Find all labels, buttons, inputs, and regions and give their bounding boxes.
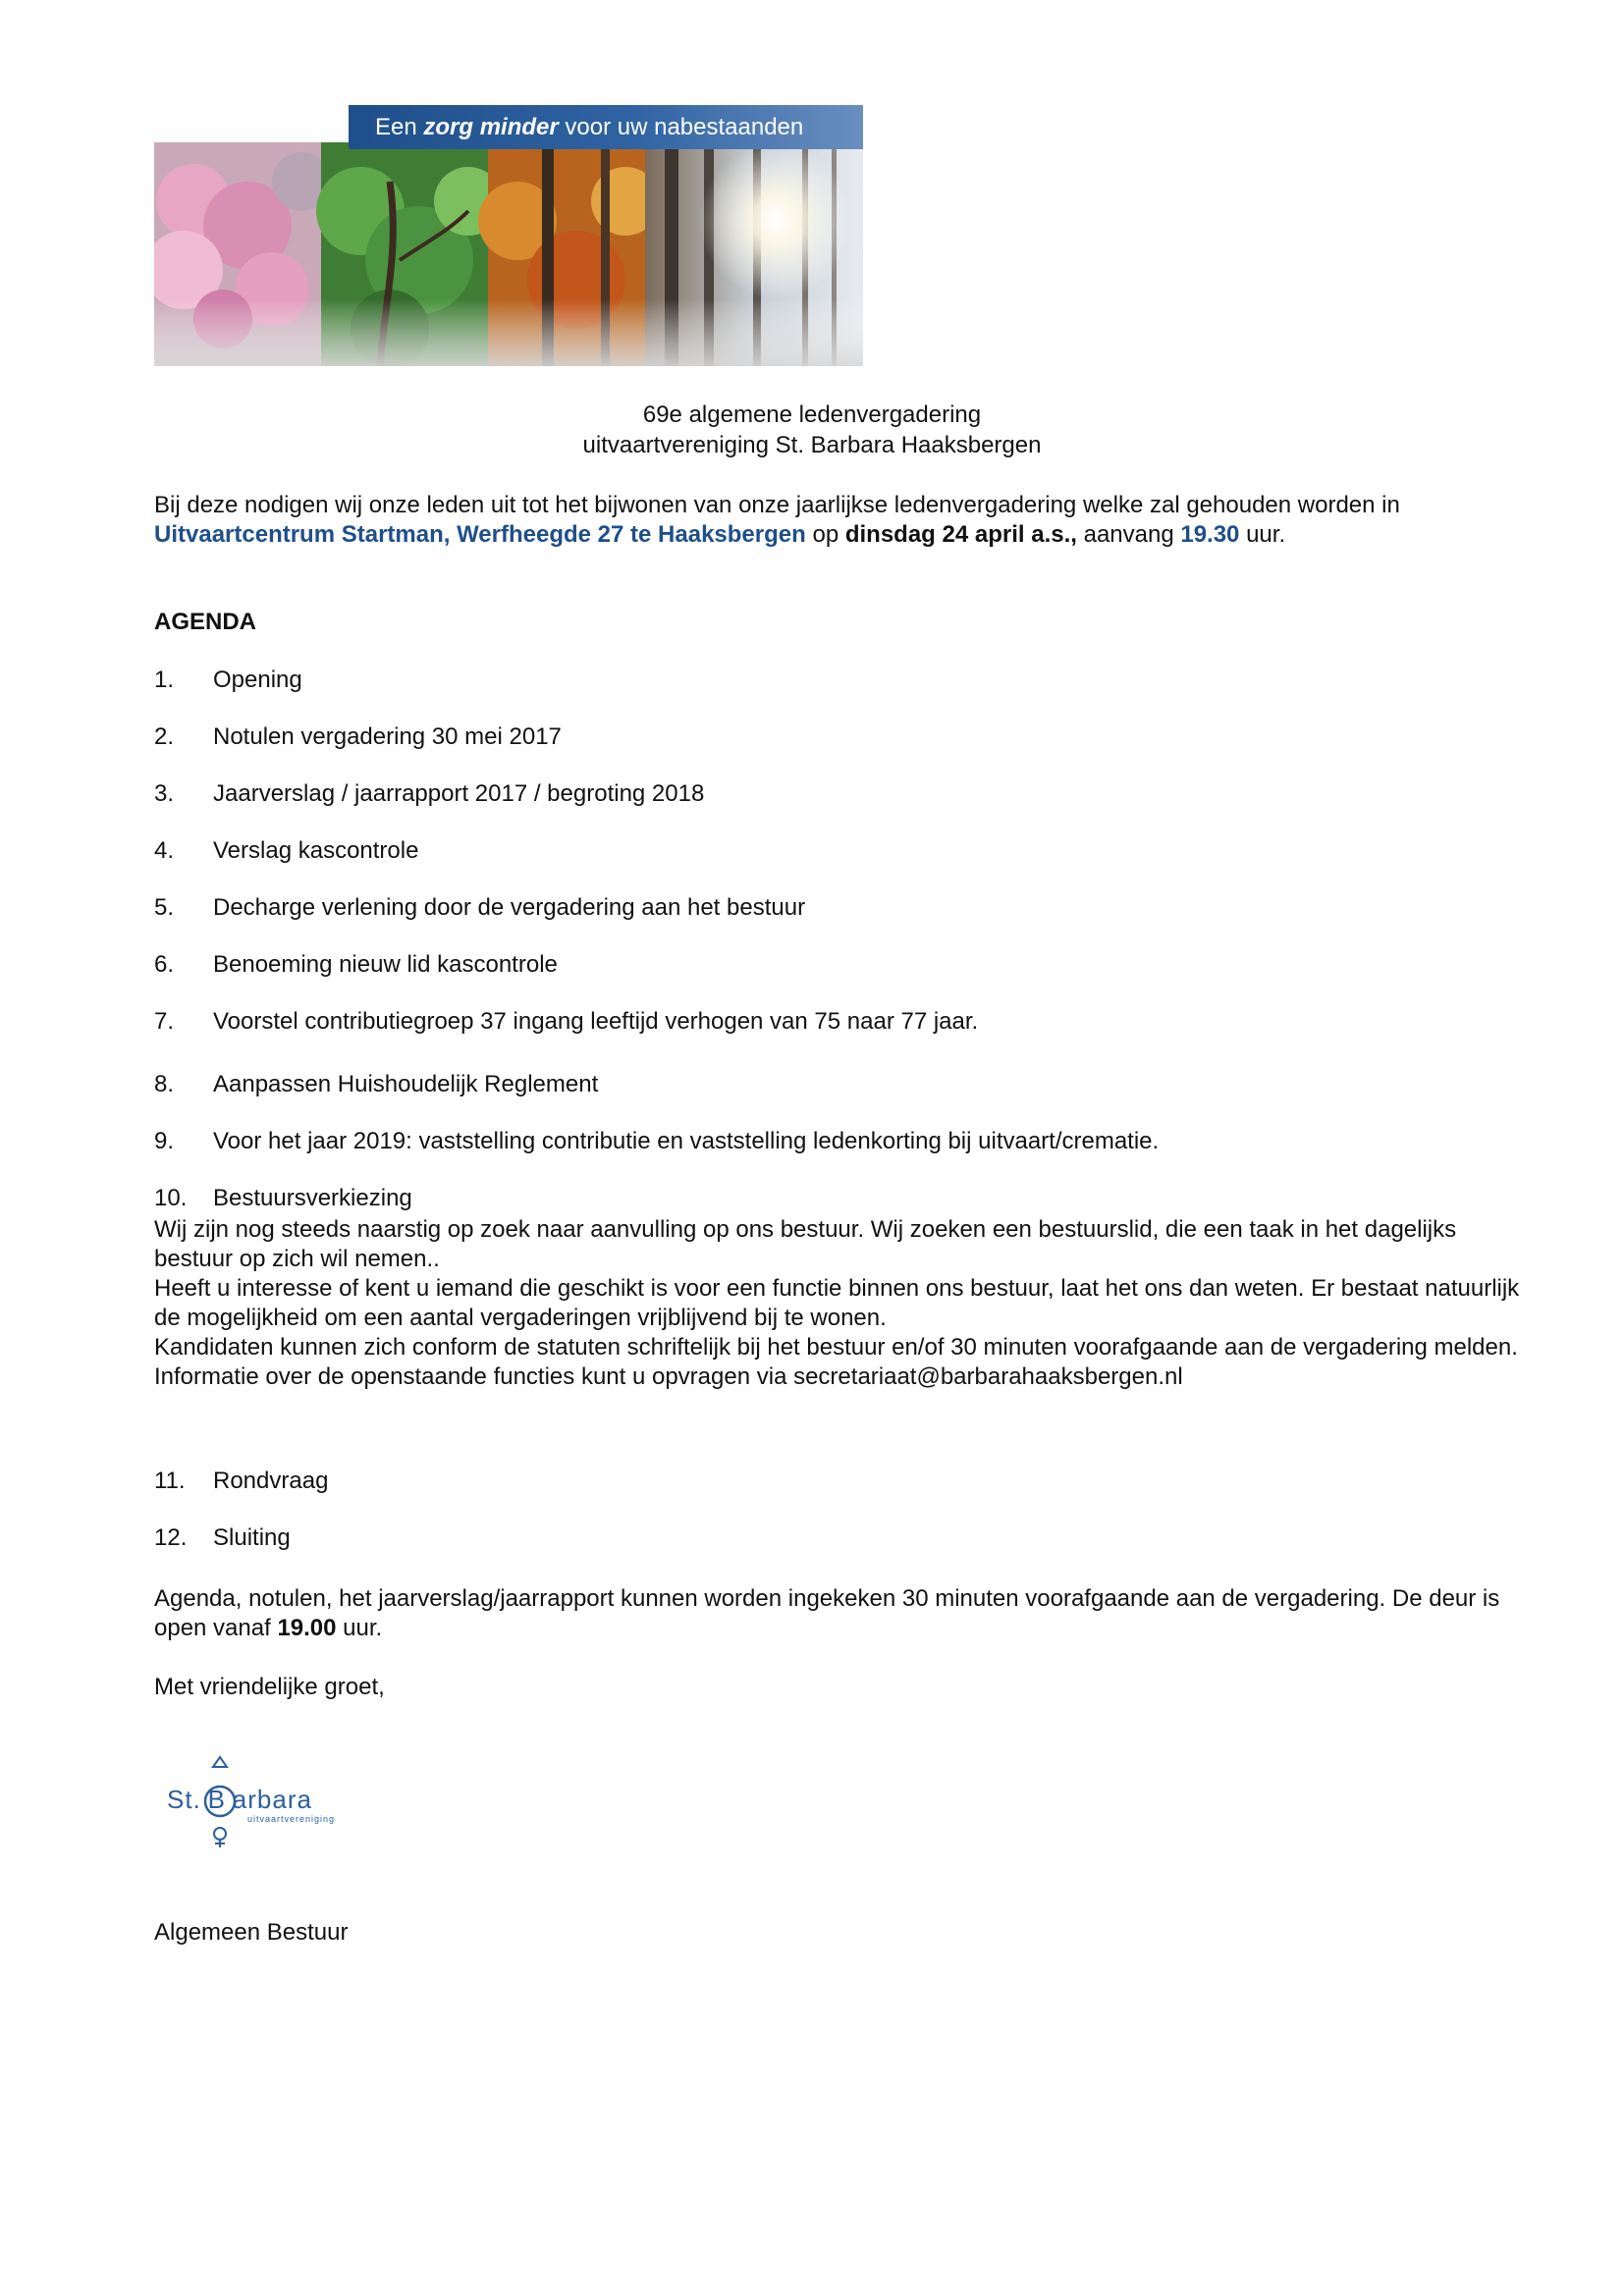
signature: Algemeen Bestuur (154, 1919, 349, 1946)
document-title: 69e algemene ledenvergadering (642, 401, 982, 428)
agenda-heading: AGENDA (154, 609, 257, 635)
banner-slogan: Een zorg minder voor uw nabestaanden (349, 105, 863, 149)
agenda-item: 2. Notulen vergadering 30 mei 2017 (154, 723, 562, 750)
note-paragraph: Kandidaten kunnen zich conform de statuten schriftelijk bij het bestuur en/of 30 minuten voorafgaande aan de vergadering melden. Informatie over de openstaande functies kunt u opvragen via secretariaat@barbarahaaksbergen.nl (154, 1334, 1518, 1390)
header-banner (154, 105, 863, 366)
agenda-item: 6. Benoeming nieuw lid kascontrole (154, 951, 558, 978)
agenda-item: 10. Bestuursverkiezing (154, 1185, 412, 1211)
meeting-date: dinsdag 24 april a.s., (844, 521, 1077, 548)
meeting-location: Uitvaartcentrum Startman, Werfheegde 27 te Haaksbergen (154, 521, 806, 548)
agenda-item: 5. Decharge verlening door de vergadering aan het bestuur (154, 894, 806, 921)
note-paragraph: Heeft u interesse of kent u iemand die geschikt is voor een functie binnen ons bestuur, laat het ons dan weten. Er bestaat natuurlijk de mogelijkheid om een aantal vergaderingen vrijblijvend bij te wonen. (154, 1275, 1520, 1331)
meeting-time: 19.30 (1180, 521, 1240, 548)
logo-subtitle: uitvaartvereniging (247, 1814, 336, 1824)
logo-wordmark: St. B arbara (167, 1785, 312, 1814)
closing-paragraph: Agenda, notulen, het jaarverslag/jaarrapport kunnen worden ingekeken 30 minuten voorafgaande aan de vergadering. De deur is open vanaf 19.00 uur. (154, 1585, 1500, 1641)
agenda-item: 3. Jaarverslag / jaarrapport 2017 / begroting 2018 (154, 780, 705, 807)
st-barbara-logo (167, 1755, 344, 1853)
agenda-item: 12. Sluiting (154, 1524, 291, 1551)
agenda-item: 9. Voor het jaar 2019: vaststelling contributie en vaststelling ledenkorting bij uitvaart/crematie. (154, 1128, 1160, 1154)
agenda-item: 4. Verslag kascontrole (154, 837, 419, 864)
board-election-note (154, 1215, 1529, 1392)
note-paragraph: Wij zijn nog steeds naarstig op zoek naar aanvulling op ons bestuur. Wij zoeken een bestuurslid, die een taak in het dagelijks bestuur op zich wil nemen.. (154, 1216, 1457, 1272)
agenda-item: 8. Aanpassen Huishoudelijk Reglement (154, 1071, 599, 1097)
seasons-trees-photo (154, 142, 863, 366)
greeting: Met vriendelijke groet, (154, 1674, 385, 1700)
agenda-item: 7. Voorstel contributiegroep 37 ingang leeftijd verhogen van 75 naar 77 jaar. (154, 1008, 979, 1035)
agenda-item: 1. Opening (154, 667, 302, 693)
document-subtitle: uitvaartvereniging St. Barbara Haaksbergen (582, 432, 1042, 458)
door-open-time: 19.00 (277, 1615, 337, 1641)
invitation-paragraph: Bij deze nodigen wij onze leden uit tot het bijwonen van onze jaarlijkse ledenvergadering welke zal gehouden worden in Uitvaartcentrum Startman, Werfheegde 27 te Haaksbergen op dinsdag 24 april a.s., aanvang 19.30 uur. (154, 492, 1400, 548)
agenda-item: 11. Rondvraag (154, 1468, 329, 1494)
